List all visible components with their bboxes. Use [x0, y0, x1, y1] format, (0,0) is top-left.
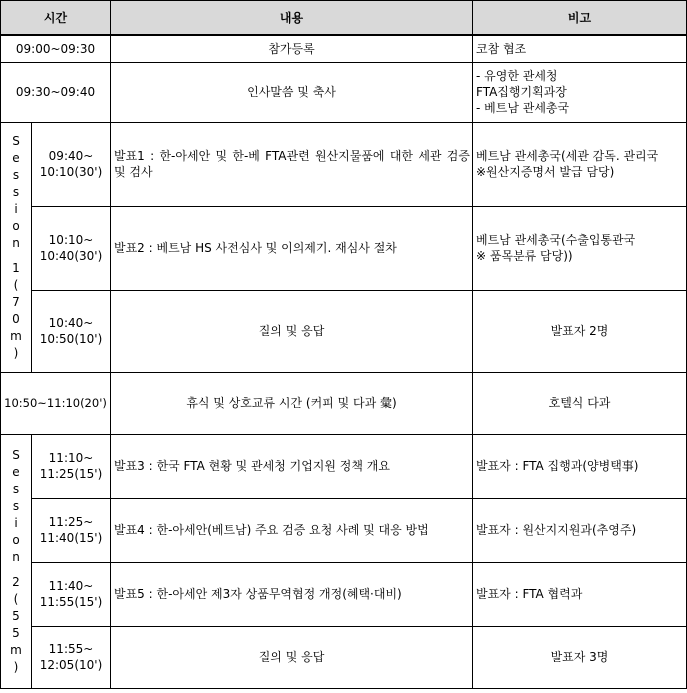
session2-time-4: 11:55~ 12:05(10') [32, 626, 111, 688]
header-content: 내용 [111, 1, 473, 36]
session2-content-2: 발표4 : 한-아세안(베트남) 주요 검증 요청 사례 및 대응 방법 [111, 498, 473, 562]
session1-content-2: 발표2 : 베트남 HS 사전심사 및 이의제기. 재심사 절차 [111, 206, 473, 290]
registration-note: 코참 협조 [473, 35, 687, 62]
row-registration [1, 35, 687, 62]
session2-time-2: 11:25~ 11:40(15') [32, 498, 111, 562]
opening-note [473, 62, 687, 122]
break-time: 10:50~11:10(20') [1, 372, 111, 434]
session2-row-1 [1, 434, 687, 498]
opening-content: 인사말씀 및 축사 [111, 62, 473, 122]
session1-note-1: 베트남 관세총국(세관 감독. 관리국 ※원산지증명서 발급 담당) [473, 122, 687, 206]
opening-note-line: - 유영한 관세청 [476, 69, 558, 83]
opening-time: 09:30~09:40 [1, 62, 111, 122]
session1-row-3 [1, 290, 687, 372]
session2-content-1: 발표3 : 한국 FTA 현황 및 관세청 기업지원 정책 개요 [111, 434, 473, 498]
session2-row-3 [1, 562, 687, 626]
session2-row-2 [1, 498, 687, 562]
session1-label: S e s s i o n 1 ( 7 0 m ) [1, 122, 32, 372]
session2-time-3: 11:40~ 11:55(15') [32, 562, 111, 626]
session1-content-3: 질의 및 응답 [111, 290, 473, 372]
registration-content: 참가등록 [111, 35, 473, 62]
break-note: 호텔식 다과 [473, 372, 687, 434]
session2-note-1: 발표자 : FTA 집행과(양병택事) [473, 434, 687, 498]
session2-note-3: 발표자 : FTA 협력과 [473, 562, 687, 626]
session1-time-1: 09:40~ 10:10(30') [32, 122, 111, 206]
break-content: 휴식 및 상호교류 시간 (커피 및 다과 彙) [111, 372, 473, 434]
row-opening [1, 62, 687, 122]
session1-content-1: 발표1 : 한-아세안 및 한-베 FTA관련 원산지물품에 대한 세관 검증 및 검사 [111, 122, 473, 206]
session1-note-2: 베트남 관세총국(수출입통관국 ※ 품목분류 담당)) [473, 206, 687, 290]
header-row [1, 1, 687, 36]
session2-note-4: 발표자 3명 [473, 626, 687, 688]
opening-note-line: - 베트남 관세총국 [476, 101, 570, 115]
session2-content-4: 질의 및 응답 [111, 626, 473, 688]
session1-row-2 [1, 206, 687, 290]
row-break [1, 372, 687, 434]
session1-time-2: 10:10~ 10:40(30') [32, 206, 111, 290]
header-note: 비고 [473, 1, 687, 36]
session2-time-1: 11:10~ 11:25(15') [32, 434, 111, 498]
session1-time-3: 10:40~ 10:50(10') [32, 290, 111, 372]
session2-content-3: 발표5 : 한-아세안 제3자 상품무역협정 개정(혜택·대비) [111, 562, 473, 626]
session2-row-4 [1, 626, 687, 688]
header-time: 시간 [1, 1, 111, 36]
session1-note-3: 발표자 2명 [473, 290, 687, 372]
session2-label: S e s s i o n 2 ( 5 5 m ) [1, 434, 32, 688]
registration-time: 09:00~09:30 [1, 35, 111, 62]
opening-note-line: FTA집행기획과장 [476, 85, 567, 99]
session1-row-1 [1, 122, 687, 206]
session2-note-2: 발표자 : 원산지지원과(추영주) [473, 498, 687, 562]
